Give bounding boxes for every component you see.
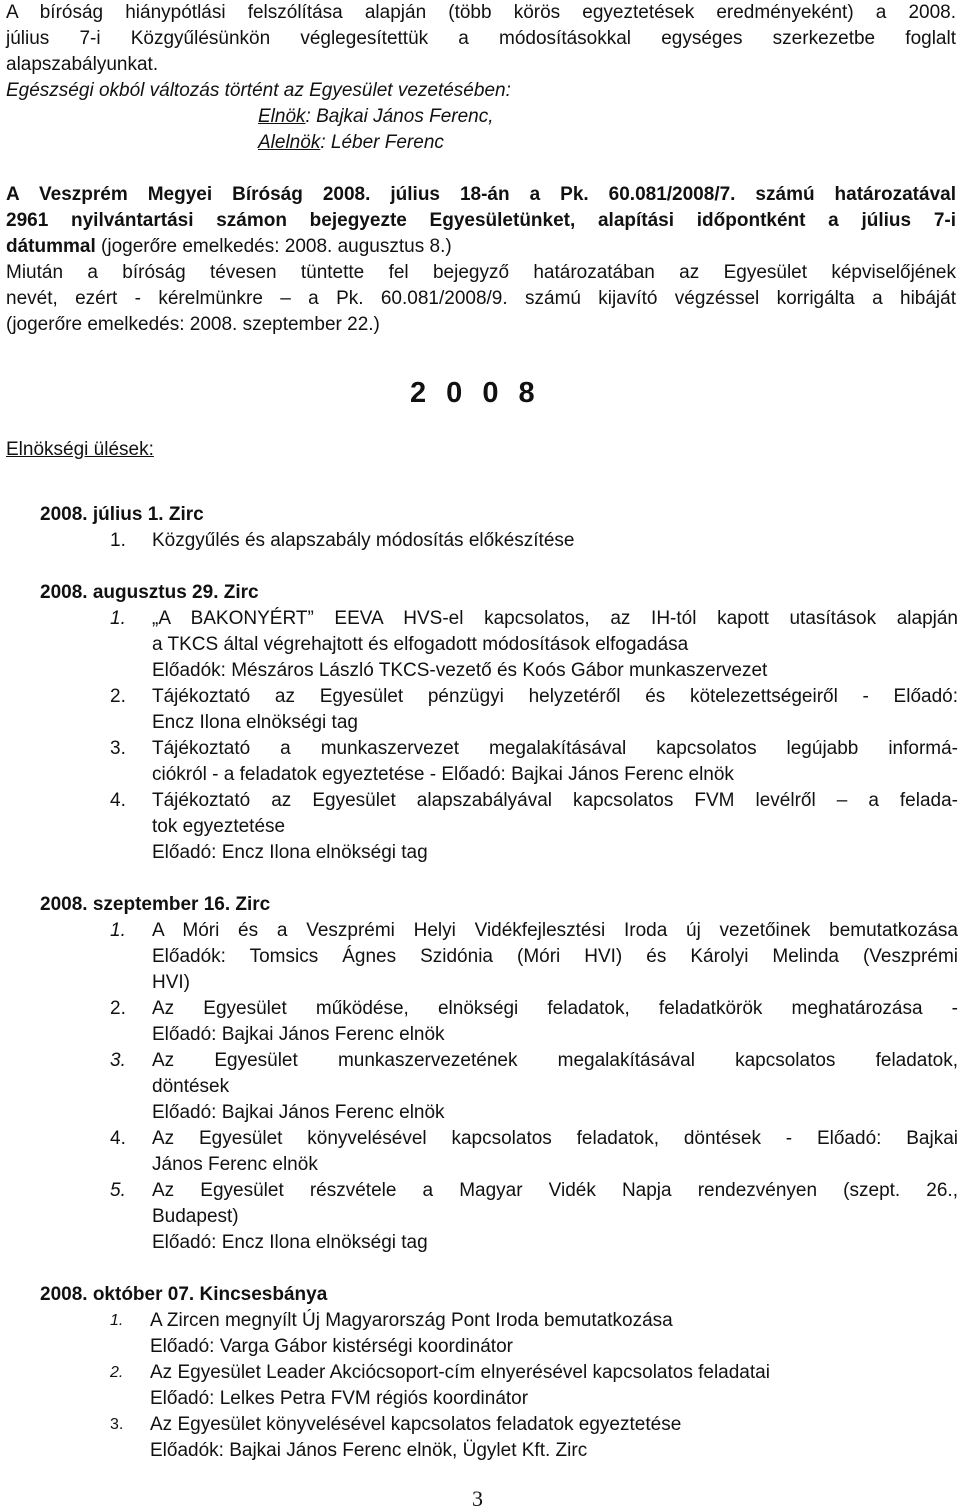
- agenda-item-text: ciókról - a feladatok egyeztetése - Előadó: Bajkai János Ferenc elnök: [152, 764, 734, 785]
- meeting-date-day: 2008. október 07.: [40, 1284, 195, 1305]
- intro-line: július 7-i Közgyűlésünkön véglegesítettük a módosításokkal egységes szerkezetbe foglalt: [6, 28, 956, 49]
- agenda-item-text: Tájékoztató az Egyesület pénzügyi helyzetéről és kötelezettségeiről - Előadó:: [152, 686, 958, 707]
- intro-paragraph: [6, 0, 956, 104]
- court-dash: –: [280, 288, 291, 309]
- agenda-item-text: Előadó: Encz Ilona elnökségi tag: [152, 842, 428, 863]
- court-line-part: számú kijavító végzéssel korrigálta a hibáját: [507, 288, 956, 309]
- page-number: 3: [472, 1486, 483, 1511]
- agenda-item-text: Az Egyesület Leader Akciócsoport-cím elnyerésével kapcsolatos feladatai: [150, 1362, 770, 1383]
- intro-line: A bíróság hiánypótlási felszólítása alapján (több körös egyeztetések eredményeként) a 2008.: [6, 2, 956, 23]
- agenda-item-text: Előadó: Lelkes Petra FVM régiós koordinátor: [150, 1388, 529, 1409]
- president-line: [258, 104, 858, 130]
- agenda-item-text: HVI): [152, 972, 190, 993]
- agenda-item-number: 3.: [110, 738, 126, 759]
- court-date-word: dátummal: [6, 236, 96, 257]
- agenda-item-text: Előadó: Encz Ilona elnökségi tag: [152, 1232, 428, 1253]
- meeting-date-place: Kincsesbánya: [194, 1284, 328, 1305]
- agenda-item-number: 4.: [110, 1128, 126, 1149]
- agenda-item-text: „A BAKONYÉRT” EEVA HVS-el kapcsolatos, az IH-tól kapott utasítások alapján: [152, 608, 958, 629]
- court-line-part: a Pk. 60.081/2008/9.: [290, 288, 508, 309]
- agenda-item-text: Az Egyesület munkaszervezetének megalakításával kapcsolatos feladatok,: [152, 1050, 958, 1071]
- meeting-date: [40, 1282, 327, 1308]
- vice-president-line: [258, 130, 858, 156]
- agenda-item-text: Előadók: Bajkai János Ferenc elnök, Ügylet Kft. Zirc: [150, 1440, 588, 1461]
- section-title: Elnökségi ülések:: [6, 439, 154, 460]
- agenda-item-number: 1.: [110, 530, 126, 551]
- court-paragraph: [6, 182, 956, 338]
- agenda-item-text: döntések: [152, 1076, 230, 1097]
- agenda-item-text: Előadó: Varga Gábor kistérségi koordinátor: [150, 1336, 513, 1357]
- agenda-item-number: 1.: [110, 920, 126, 941]
- agenda-item-text: Előadó: Bajkai János Ferenc elnök: [152, 1024, 445, 1045]
- agenda-item-number: 4.: [110, 790, 126, 811]
- agenda-item-text: A Móri és a Veszprémi Helyi Vidékfejlesztési Iroda új vezetőinek bemutatkozása: [152, 920, 958, 941]
- agenda-item-text: A Zircen megnyílt Új Magyarország Pont Iroda bemutatkozása: [150, 1310, 673, 1331]
- agenda-item-text: Az Egyesület könyvelésével kapcsolatos feladatok egyeztetése: [150, 1414, 682, 1435]
- year-heading: 2 0 0 8: [410, 377, 541, 409]
- agenda-item-number: 5.: [110, 1180, 126, 1201]
- agenda-item-number: 2.: [110, 998, 126, 1019]
- intro-line: alapszabályunkat.: [6, 54, 159, 75]
- agenda-item-number: 1.: [110, 608, 126, 629]
- vice-president-role: Alelnök: [258, 132, 321, 153]
- president-role: Elnök: [258, 106, 306, 127]
- agenda-item-number: 2.: [110, 1364, 124, 1381]
- court-line: [6, 234, 956, 260]
- court-line: A Veszprém Megyei Bíróság 2008. július 18-án a Pk. 60.081/2008/7. számú határozatával: [6, 184, 956, 205]
- court-line: Miután a bíróság tévesen tüntette fel bejegyző határozatában az Egyesület képviselőjének: [6, 262, 956, 283]
- agenda-item-text: Előadók: Mészáros László TKCS-vezető és Koós Gábor munkaszervezet: [152, 660, 768, 681]
- agenda-item-text: Az Egyesület könyvelésével kapcsolatos feladatok, döntések - Előadó: Bajkai: [152, 1128, 958, 1149]
- agenda-item-number: 1.: [110, 1312, 124, 1329]
- agenda-item-text: János Ferenc elnök: [152, 1154, 318, 1175]
- agenda-item-number: 3.: [110, 1416, 124, 1433]
- meeting-date: 2008. július 1. Zirc: [40, 504, 204, 525]
- agenda-item-text: Közgyűlés és alapszabály módosítás előkészítése: [152, 530, 575, 551]
- agenda-item-text: Tájékoztató az Egyesület alapszabályával kapcsolatos FVM levélről – a felada-: [152, 790, 958, 811]
- meeting-date: 2008. augusztus 29. Zirc: [40, 582, 259, 603]
- agenda-item-text: Előadók: Tomsics Ágnes Szidónia (Móri HVI) és Károlyi Melinda (Veszprémi: [152, 946, 958, 967]
- agenda-item-text: Az Egyesület működése, elnökségi feladatok, feladatkörök meghatározása -: [152, 998, 958, 1019]
- court-line: (jogerőre emelkedés: 2008. szeptember 22.): [6, 314, 380, 335]
- meeting-date: 2008. szeptember 16. Zirc: [40, 894, 271, 915]
- agenda-item-number: 3.: [110, 1050, 126, 1071]
- agenda-item-text: Budapest): [152, 1206, 239, 1227]
- agenda-item-text: Tájékoztató a munkaszervezet megalakításával kapcsolatos legújabb informá-: [152, 738, 958, 759]
- vice-president-name: : Léber Ferenc: [320, 132, 444, 153]
- court-legal-force: (jogerőre emelkedés: 2008. augusztus 8.): [95, 236, 452, 257]
- court-line-part: nevét, ezért - kérelmünkre: [6, 288, 281, 309]
- leadership-change-line: Egészségi okból változás történt az Egyesület vezetésében:: [6, 80, 511, 101]
- president-name: : Bajkai János Ferenc,: [305, 106, 494, 127]
- agenda-item-text: Előadó: Bajkai János Ferenc elnök: [152, 1102, 445, 1123]
- court-line: [6, 286, 956, 312]
- agenda-item-text: tok egyeztetése: [152, 816, 286, 837]
- court-line: 2961 nyilvántartási számon bejegyezte Egyesületünket, alapítási időpontként a július 7-i: [6, 210, 956, 231]
- agenda-item-text: Az Egyesület részvétele a Magyar Vidék Napja rendezvényen (szept. 26.,: [152, 1180, 958, 1201]
- agenda-item-number: 2.: [110, 686, 126, 707]
- agenda-item-text: Encz Ilona elnökségi tag: [152, 712, 358, 733]
- agenda-item-text: a TKCS által végrehajtott és elfogadott módosítások elfogadása: [152, 634, 689, 655]
